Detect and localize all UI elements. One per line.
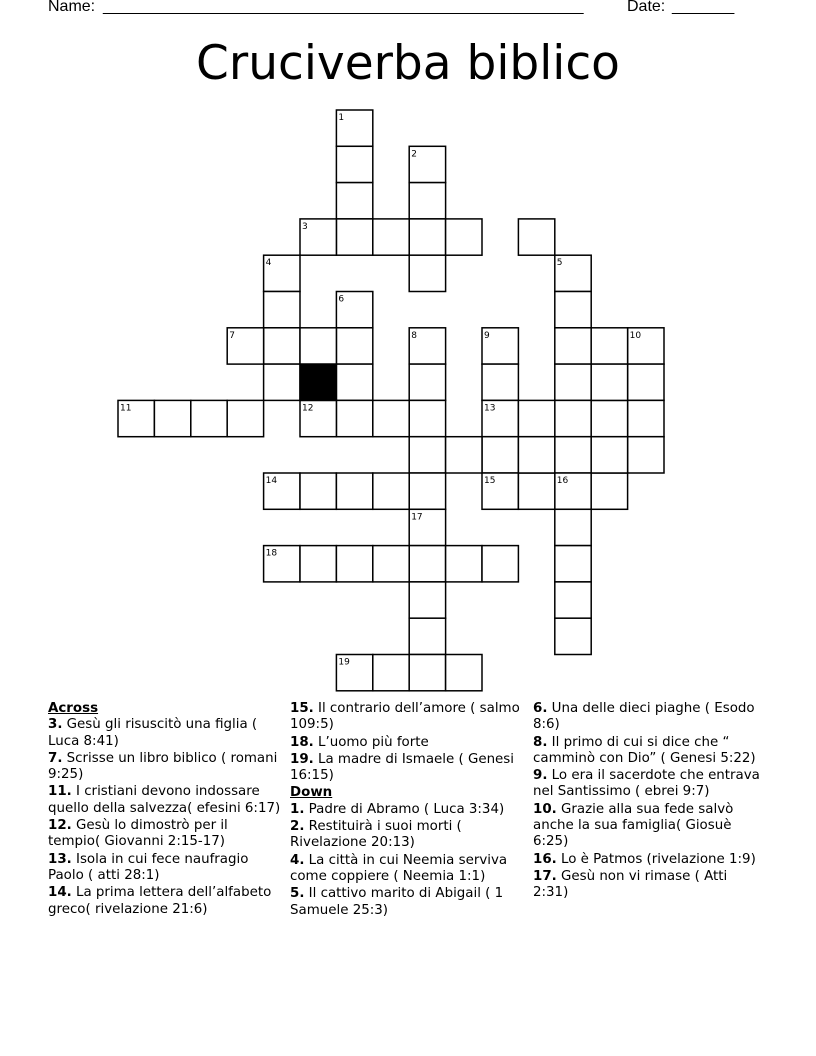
clue-text: La città in cui Neemia serviva come coppiere ( Neemia 1:1) [290, 852, 508, 884]
clue-number: 14. [48, 885, 72, 901]
clues-column-3 [533, 701, 761, 903]
grid-cell[interactable] [409, 582, 445, 618]
across-heading: Across [48, 701, 99, 716]
clue-number-label: 2 [411, 149, 417, 160]
clue-number-label: 9 [484, 330, 490, 341]
clue-item [48, 818, 284, 851]
clue-text: Grazie alla sua fede salvò anche la sua famiglia( Giosuè 6:25) [533, 801, 734, 850]
grid-cell[interactable] [373, 546, 409, 582]
grid-cell[interactable] [518, 400, 554, 436]
clue-item [48, 784, 284, 817]
clue-number: 3. [48, 717, 63, 733]
clue-text: Padre di Abramo ( Luca 3:34) [304, 801, 505, 817]
clue-text: Scrisse un libro biblico ( romani 9:25) [48, 750, 278, 783]
clue-number-label: 8 [411, 330, 417, 341]
clue-item [48, 885, 284, 918]
clue-text: Isola in cui fece naufragio Paolo ( atti 28:1) [48, 851, 249, 883]
grid-cell[interactable] [555, 546, 591, 582]
clue-text: Gesù non vi rimase ( Atti 2:31) [533, 868, 728, 901]
grid-cell[interactable] [336, 364, 372, 400]
grid-cell[interactable] [300, 473, 336, 509]
grid-cell[interactable] [482, 546, 518, 582]
clue-number-label: 17 [411, 512, 423, 523]
grid-cell[interactable] [555, 364, 591, 400]
grid-cell[interactable] [591, 473, 627, 509]
across-clue-list-continued [290, 701, 528, 784]
clue-item [290, 802, 528, 818]
grid-cell[interactable] [336, 546, 372, 582]
grid-cell[interactable] [409, 183, 445, 219]
clues-column-1 [48, 701, 284, 919]
clue-number-label: 6 [338, 294, 345, 305]
grid-cell[interactable] [154, 400, 190, 436]
clue-text: Restituirà i suoi morti ( Rivelazione 20:13) [290, 819, 462, 851]
clue-text: Lo è Patmos (rivelazione 1:9) [556, 851, 756, 867]
grid-cell[interactable] [446, 219, 482, 255]
grid-cell[interactable] [555, 328, 591, 364]
clue-number: 5. [290, 886, 305, 902]
grid-cell[interactable] [628, 364, 664, 400]
clue-number: 8. [533, 734, 548, 750]
grid-cell[interactable] [336, 219, 372, 255]
clue-number: 10. [533, 801, 557, 817]
clue-item [48, 717, 284, 750]
clue-item [533, 768, 761, 801]
grid-cell[interactable] [336, 146, 372, 182]
clue-number: 2. [290, 819, 305, 835]
clue-item [290, 701, 528, 734]
clue-text: Il cattivo marito di Abigail ( 1 Samuele 25:3) [290, 886, 504, 918]
clue-number: 12. [48, 818, 72, 834]
grid-cell[interactable] [591, 364, 627, 400]
down-clue-list [290, 802, 528, 919]
clue-number: 9. [533, 768, 548, 784]
grid-cell[interactable] [446, 437, 482, 473]
clue-item [290, 853, 528, 886]
grid-cell[interactable] [373, 655, 409, 691]
grid-cell[interactable] [555, 400, 591, 436]
page-title: Cruciverba biblico [196, 36, 620, 91]
grid-cell[interactable] [591, 400, 627, 436]
grid-cell[interactable] [336, 400, 372, 436]
clue-item [48, 852, 284, 885]
clue-text: I cristiani devono indossare quello della salvezza( efesini 6:17) [48, 784, 281, 816]
clue-number: 17. [533, 868, 557, 884]
grid-cell[interactable] [373, 400, 409, 436]
clue-item [48, 751, 284, 784]
grid-cell[interactable] [628, 437, 664, 473]
grid-cell[interactable] [628, 400, 664, 436]
clue-text: La prima lettera dell’alfabeto greco( rivelazione 21:6) [48, 885, 272, 917]
clue-item [533, 802, 761, 851]
grid-cell[interactable] [336, 328, 372, 364]
grid-cell[interactable] [373, 219, 409, 255]
clue-number-label: 5 [556, 258, 563, 269]
clue-number-label: 11 [120, 403, 132, 414]
grid-cell[interactable] [518, 219, 554, 255]
down-heading: Down [290, 785, 333, 801]
down-clue-list-continued [533, 701, 761, 902]
grid-cell[interactable] [336, 473, 372, 509]
clue-text: Il contrario dell’amore ( salmo 109:5) [290, 701, 520, 733]
grid-cell[interactable] [409, 400, 445, 436]
clue-number: 19. [290, 751, 314, 767]
clue-number: 4. [290, 852, 305, 868]
clue-number-label: 16 [556, 476, 569, 486]
clue-text: Lo era il sacerdote che entrava nel Santissimo ( ebrei 9:7) [533, 768, 760, 800]
clue-text: L’uomo più forte [313, 734, 429, 750]
clue-text: Il primo di cui si dice che “ camminò con Dio” ( Genesi 5:22) [533, 734, 756, 766]
clue-number-label: 18 [265, 548, 278, 559]
clue-number: 15. [290, 701, 314, 716]
clue-item [533, 701, 761, 734]
grid-cell[interactable] [555, 509, 591, 545]
grid-cell[interactable] [336, 183, 372, 219]
grid-cell[interactable] [409, 473, 445, 509]
grid-cell[interactable] [300, 328, 336, 364]
grid-cell[interactable] [446, 546, 482, 582]
grid-cell[interactable] [518, 473, 554, 509]
clue-number-label: 14 [265, 476, 278, 486]
grid-cell[interactable] [555, 437, 591, 473]
name-line[interactable]: ______________________________________________________ [103, 0, 584, 15]
clue-text: La madre di Ismaele ( Genesi 16:15) [290, 751, 514, 784]
black-cell [300, 364, 336, 400]
clue-number-label: 13 [484, 403, 496, 414]
clue-number: 1. [290, 801, 305, 817]
grid-cell[interactable] [591, 328, 627, 364]
grid-cell[interactable] [409, 364, 445, 400]
clue-number-label: 15 [484, 476, 496, 486]
across-clue-list [48, 717, 284, 918]
date-line[interactable]: _______ [672, 0, 735, 15]
clue-text: Una delle dieci piaghe ( Esodo 8:6) [533, 701, 755, 733]
grid-cell[interactable] [264, 364, 300, 400]
clue-number: 16. [533, 851, 557, 867]
clue-item [290, 735, 528, 751]
grid-cell[interactable] [373, 473, 409, 509]
clue-number: 11. [48, 784, 72, 800]
clue-number-label: 4 [265, 258, 272, 269]
grid-cell[interactable] [409, 655, 445, 691]
grid-cell[interactable] [518, 437, 554, 473]
clue-text: Gesù lo dimostrò per il tempio( Giovanni 2:15-17) [48, 818, 228, 850]
clue-item [290, 886, 528, 919]
clue-number-label: 7 [229, 330, 235, 341]
clue-item [533, 735, 761, 768]
clue-number: 7. [48, 750, 63, 766]
clue-item [533, 869, 761, 902]
clue-item [290, 819, 528, 852]
grid-cell[interactable] [409, 618, 445, 654]
grid-cell[interactable] [300, 546, 336, 582]
grid-cell[interactable] [409, 219, 445, 255]
grid-cell[interactable] [409, 546, 445, 582]
clue-number: 6. [533, 701, 548, 716]
clue-number-label: 3 [302, 221, 308, 232]
clue-text: Gesù gli risuscitò una figlia ( Luca 8:41) [48, 717, 258, 749]
grid-cell[interactable] [555, 618, 591, 654]
clue-number-label: 1 [338, 113, 345, 123]
grid-cell[interactable] [191, 400, 227, 436]
grid-cell[interactable] [264, 328, 300, 364]
grid-cell[interactable] [482, 437, 518, 473]
grid-cell[interactable] [591, 437, 627, 473]
grid-cell[interactable] [482, 364, 518, 400]
grid-cell[interactable] [264, 292, 300, 328]
grid-cell[interactable] [409, 437, 445, 473]
clue-number-label: 19 [338, 657, 350, 668]
clue-number-label: 12 [302, 403, 314, 414]
clues-column-2 [290, 701, 528, 920]
grid-cell[interactable] [555, 582, 591, 618]
clue-number: 18. [290, 734, 314, 750]
date-label: Date: [627, 0, 666, 15]
grid-cell[interactable] [555, 292, 591, 328]
grid-cell[interactable] [227, 400, 263, 436]
clue-item [533, 852, 761, 868]
name-label: Name: [48, 0, 96, 15]
clue-item [290, 752, 528, 785]
clue-number: 13. [48, 851, 72, 867]
grid-cell[interactable] [446, 655, 482, 691]
grid-cell[interactable] [409, 255, 445, 291]
clue-number-label: 10 [629, 330, 642, 341]
